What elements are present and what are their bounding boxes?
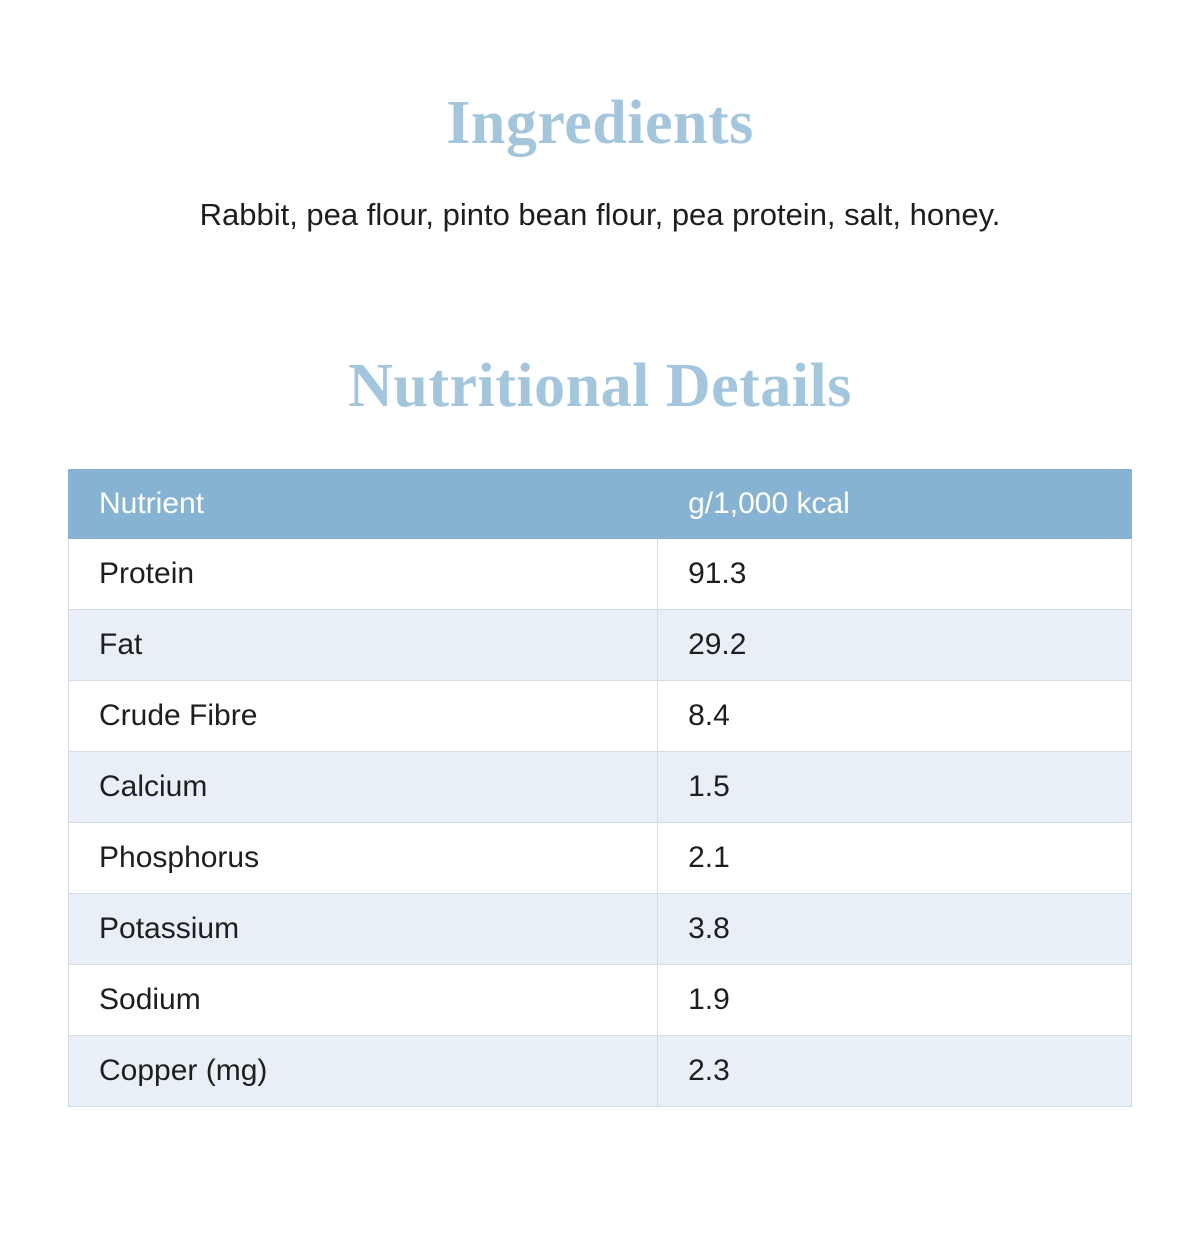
cell-nutrient: Fat bbox=[69, 609, 658, 680]
nutrition-table-head bbox=[69, 469, 1132, 538]
cell-nutrient: Copper (mg) bbox=[69, 1035, 658, 1106]
cell-value: 8.4 bbox=[658, 680, 1132, 751]
ingredients-heading: Ingredients bbox=[446, 88, 754, 157]
table-header-row bbox=[69, 469, 1132, 538]
nutritional-details-heading: Nutritional Details bbox=[348, 352, 852, 421]
cell-value: 2.1 bbox=[658, 822, 1132, 893]
table-row bbox=[69, 893, 1132, 964]
table-row bbox=[69, 680, 1132, 751]
cell-value: 91.3 bbox=[658, 538, 1132, 609]
table-row bbox=[69, 964, 1132, 1035]
cell-value: 1.9 bbox=[658, 964, 1132, 1035]
column-header-value: g/1,000 kcal bbox=[658, 469, 1132, 538]
column-header-nutrient: Nutrient bbox=[69, 469, 658, 538]
nutrition-page bbox=[0, 42, 1200, 1242]
cell-value: 1.5 bbox=[658, 751, 1132, 822]
cell-nutrient: Potassium bbox=[69, 893, 658, 964]
table-row bbox=[69, 1035, 1132, 1106]
table-row bbox=[69, 751, 1132, 822]
table-row bbox=[69, 609, 1132, 680]
cell-value: 2.3 bbox=[658, 1035, 1132, 1106]
cell-nutrient: Protein bbox=[69, 538, 658, 609]
cell-nutrient: Calcium bbox=[69, 751, 658, 822]
nutrition-table-body bbox=[69, 538, 1132, 1106]
cell-value: 3.8 bbox=[658, 893, 1132, 964]
table-row bbox=[69, 538, 1132, 609]
cell-nutrient: Sodium bbox=[69, 964, 658, 1035]
table-row bbox=[69, 822, 1132, 893]
cell-value: 29.2 bbox=[658, 609, 1132, 680]
cell-nutrient: Crude Fibre bbox=[69, 680, 658, 751]
nutrition-table-wrapper bbox=[68, 469, 1132, 1107]
cell-nutrient: Phosphorus bbox=[69, 822, 658, 893]
ingredients-list-text: Rabbit, pea flour, pinto bean flour, pea protein, salt, honey. bbox=[199, 197, 1001, 233]
nutrition-table bbox=[68, 469, 1132, 1107]
